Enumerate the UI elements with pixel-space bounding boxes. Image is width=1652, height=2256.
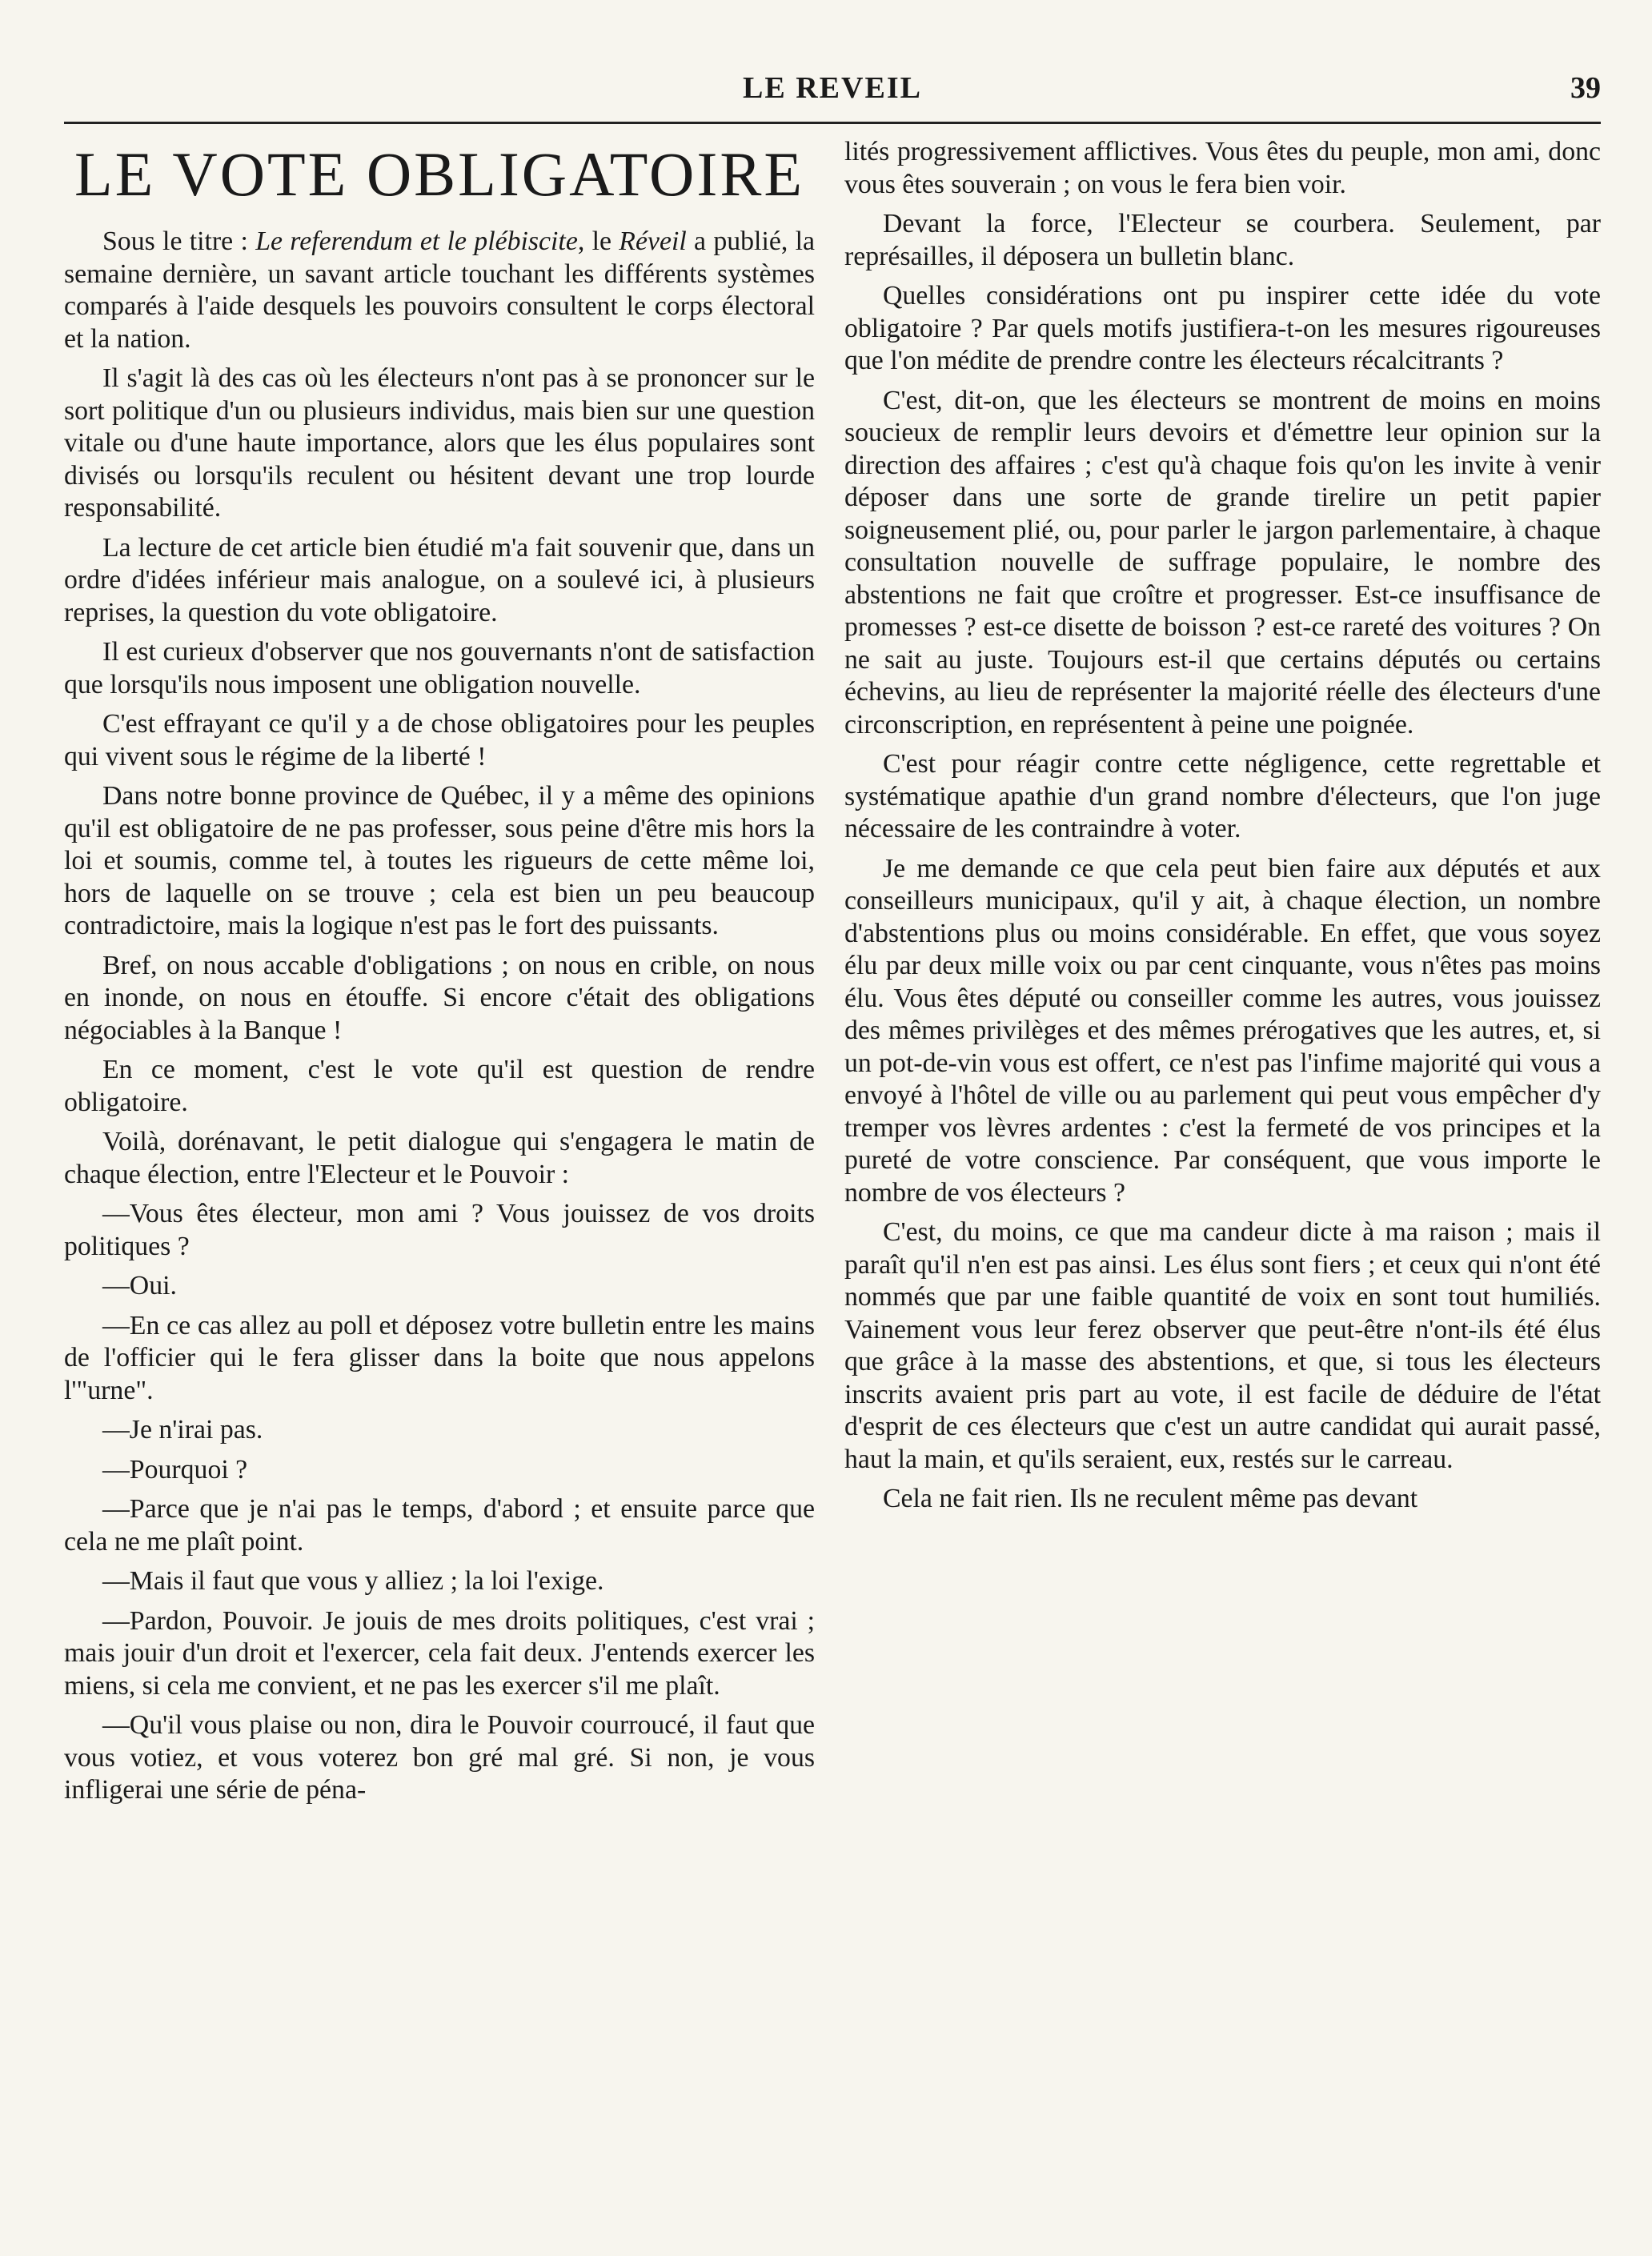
dialogue-line: —Pourquoi ? (102, 1454, 248, 1485)
paragraph: Bref, on nous accable d'obligations ; on nous en crible, on nous en inonde, on nous en étouffe. Si encore c'était des obligations négociables à la Banque ! (64, 950, 815, 1045)
right-column (844, 136, 1601, 1523)
intro-paragraph (64, 226, 815, 355)
dialogue-line: —Parce que je n'ai pas le temps, d'abord ; et ensuite parce que cela ne me plaît point. (64, 1494, 815, 1557)
paragraph: Il est curieux d'observer que nos gouvernants n'ont de satisfaction que lorsqu'ils nous imposent une obligation nouvelle. (64, 637, 815, 699)
dialogue-line: —Vous êtes électeur, mon ami ? Vous jouissez de vos droits politiques ? (64, 1199, 815, 1261)
paragraph: Devant la force, l'Electeur se courbera. Seulement, par représailles, il déposera un bulletin blanc. (844, 209, 1601, 271)
paragraph: Je me demande ce que cela peut bien faire aux députés et aux conseilleurs municipaux, qu'il y ait, à chaque élection, un nombre d'abstentions plus ou moins considérable. En effet, que vous soyez élu par deux mille voix ou par cent cinquante, vous n'êtes pas moins élu. Vous êtes député ou conseiller comme les autres, vous jouissez des mêmes privilèges et des mêmes prérogatives que les autres, et, si un pot-de-vin vous est offert, ce n'est pas l'infime majorité qui vous a envoyé à l'hôtel de ville ou au parlement qui peut vous empêcher d'y tremper vos lèvres ardentes : c'est la fermeté de vos principes et la pureté de votre conscience. Par conséquent, que vous importe le nombre de vos électeurs ? (844, 853, 1601, 1208)
page-number: 39 (1570, 71, 1601, 105)
paragraph: Cela ne fait rien. Ils ne reculent même pas devant (883, 1484, 1418, 1513)
header-rule (64, 122, 1601, 124)
referendum-title: Le referendum et le plébiscite, (255, 226, 585, 256)
paragraph: Voilà, dorénavant, le petit dialogue qui s'engagera le matin de chaque élection, entre l'Electeur et le Pouvoir : (64, 1127, 815, 1189)
paragraph: En ce moment, c'est le vote qu'il est question de rendre obligatoire. (64, 1055, 815, 1117)
dialogue-line: —Qu'il vous plaise ou non, dira le Pouvoir courroucé, il faut que vous votiez, et vous voterez bon gré mal gré. Si non, je vous infligerai une série de péna- (64, 1710, 815, 1805)
intro-mid: le (591, 226, 611, 256)
continued-paragraph: lités progressivement afflictives. Vous êtes du peuple, mon ami, donc vous êtes souverain ; on vous le fera bien voir. (844, 137, 1601, 199)
running-title: LE REVEIL (743, 71, 922, 105)
dialogue-line: —Pardon, Pouvoir. Je jouis de mes droits politiques, c'est vrai ; mais jouir d'un droit et l'exercer, cela fait deux. J'entends exercer les miens, si cela me convient, et ne pas les exercer s'il me plaît. (64, 1605, 815, 1701)
left-column (64, 136, 815, 1814)
journal-name: Réveil (619, 226, 687, 256)
intro-lead: Sous le titre : (102, 226, 248, 256)
paragraph: C'est pour réagir contre cette négligence, cette regrettable et systématique apathie d'un grand nombre d'électeurs, que l'on juge nécessaire de les contraindre à voter. (844, 749, 1601, 843)
dialogue-line: —Mais il faut que vous y alliez ; la loi l'exige. (102, 1566, 604, 1596)
paragraph: C'est, du moins, ce que ma candeur dicte à ma raison ; mais il paraît qu'il n'en est pas ainsi. Les élus sont fiers ; et ceux qui n'ont été nommés que par une faible quantité de voix en sont tout humiliés. Vainement vous leur ferez observer que peut-être n'ont-ils été élus que grâce à la masse des abstentions, et que, si tous les électeurs inscrits avaient pris part au vote, il est facile de déduire de l'état d'esprit de ces électeurs que c'est un autre candidat qui aurait passé, haut la main, et qu'ils seraient, eux, restés sur le carreau. (844, 1217, 1601, 1474)
intro-rest: a publié, la semaine dernière, un savant article touchant les différents systèmes comparés à l'aide desquels les pouvoirs consultent le corps électoral et la nation. (64, 226, 815, 354)
dialogue-line: —En ce cas allez au poll et déposez votre bulletin entre les mains de l'officier qui le fera glisser dans la boite que nous appelons l'"urne". (64, 1310, 815, 1405)
paragraph: C'est effrayant ce qu'il y a de chose obligatoires pour les peuples qui vivent sous le régime de la liberté ! (64, 709, 815, 771)
paragraph: Dans notre bonne province de Québec, il y a même des opinions qu'il est obligatoire de ne pas professer, sous peine d'être mis hors la loi et soumis, comme tel, à toutes les rigueurs de cette même loi, hors de laquelle on se trouve ; cela est bien un peu beaucoup contradictoire, mais la logique n'est pas le fort des puissants. (64, 781, 815, 940)
page-header (64, 56, 1601, 120)
paragraph: C'est, dit-on, que les électeurs se montrent de moins en moins soucieux de remplir leurs devoirs et d'émettre leur opinion sur la direction des affaires ; c'est qu'à chaque fois qu'on les invite à venir déposer dans une sorte de grande tirelire un petit papier soigneusement plié, ou, pour parler le jargon parlementaire, à chaque consultation nouvelle de suffrage populaire, le nombre des abstentions ne fait que croître et progresser. Est-ce insuffisance de promesses ? est-ce disette de boisson ? est-ce rareté des voitures ? On ne sait au juste. Toujours est-il que certains députés ou certains échevins, au lieu de représenter la majorité réelle des électeurs d'une circonscription, en représentent à peine une poignée. (844, 385, 1601, 739)
paragraph: Quelles considérations ont pu inspirer cette idée du vote obligatoire ? Par quels motifs justifiera-t-on les mesures rigoureuses que l'on médite de prendre contre les électeurs récalcitrants ? (844, 281, 1601, 375)
dialogue-line: —Je n'irai pas. (102, 1415, 263, 1445)
paragraph: Il s'agit là des cas où les électeurs n'ont pas à se prononcer sur le sort politique d'un ou plusieurs individus, mais bien sur une question vitale ou d'une haute importance, alors que les élus populaires sont divisés ou lorsqu'ils reculent ou hésitent devant une trop lourde responsabilité. (64, 363, 815, 523)
paragraph: La lecture de cet article bien étudié m'a fait souvenir que, dans un ordre d'idées inférieur mais analogue, on a soulevé ici, à plusieurs reprises, la question du vote obligatoire. (64, 532, 815, 627)
article-title: LE VOTE OBLIGATOIRE (74, 139, 805, 209)
dialogue-line: —Oui. (102, 1271, 177, 1300)
